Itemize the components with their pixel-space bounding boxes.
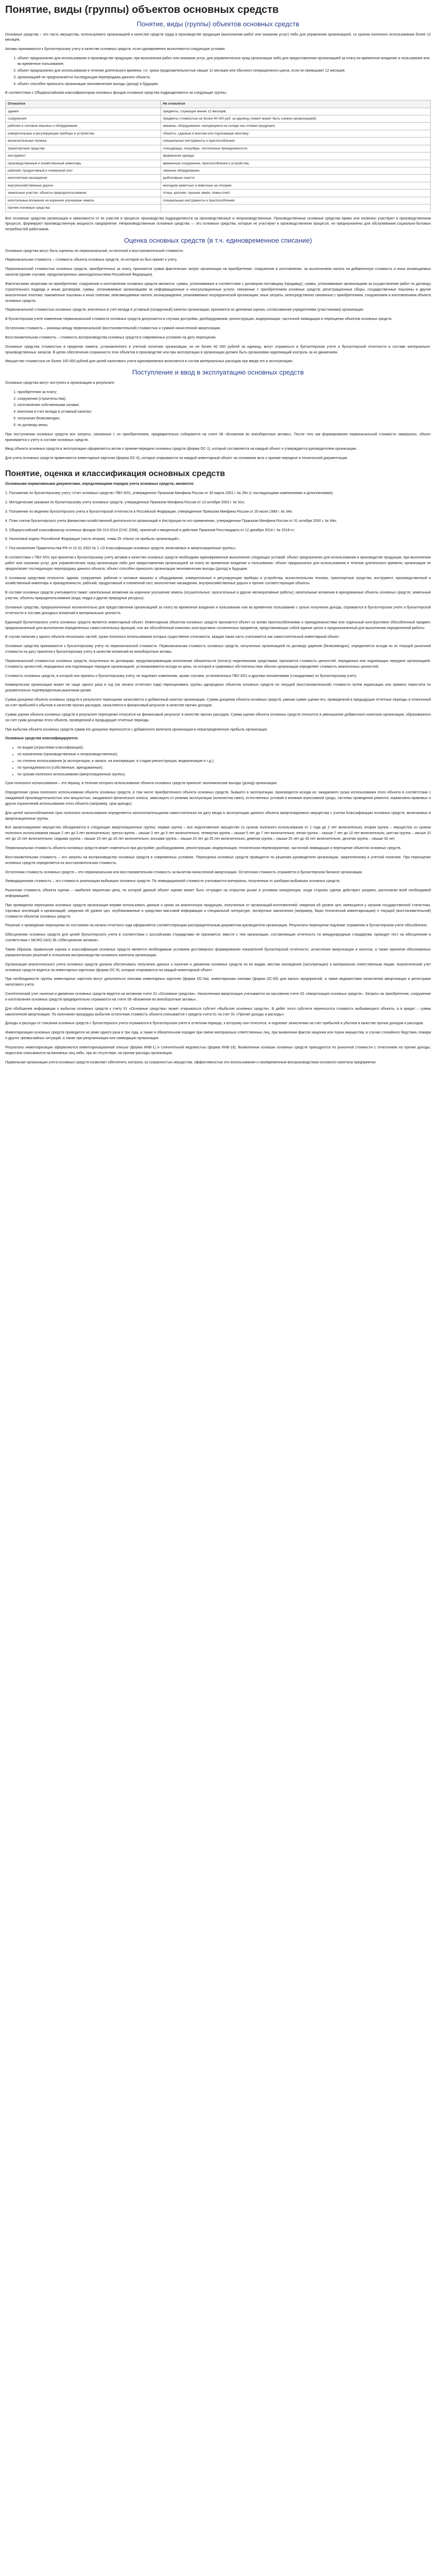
table-row: [6, 205, 431, 212]
table-cell: временные сооружения, приспособления и устройства;: [161, 160, 430, 167]
table-row: [6, 145, 431, 152]
table-cell: инструмент: [6, 152, 161, 160]
paragraph: Все амортизируемое имущество объединяется в следующие амортизационные группы: первая группа – все недолговечное имущество со сроком полезного использования от 1 года до 2 лет включительно; вторая группа – имущество со сроком полезного использования свыше 2 лет до 3 лет включительно; третья группа – свыше 3 лет до 5 лет включительно; четвертая группа – свыше 5 лет до 7 лет включительно; пятая группа – свыше 7 лет до 10 лет включительно; шестая группа – свыше 10 лет до 15 лет включительно; седьмая группа – свыше 15 лет до 20 лет включительно; восьмая группа – свыше 20 лет до 25 лет включительно; девятая группа – свыше 25 лет до 30 лет включительно; десятая группа – свыше 30 лет.: [5, 826, 431, 841]
paragraph: В соответствии с Общероссийским классификатором основных фондов основные средства подразделяются на следующие группы:: [5, 91, 227, 95]
table-row: [6, 167, 431, 174]
paragraph: Основными нормативными документами, определяющими порядок учета основных средств, являются:: [5, 482, 195, 486]
table-cell: специальные инструменты и приспособления.: [161, 197, 430, 204]
table-cell: машины, оборудование, находящиеся на складе как готовая продукция;: [161, 123, 430, 130]
paragraph: Активы принимаются к бухгалтерскому учету в качестве основных средств, если одновременно выполняются следующие условия:: [5, 47, 225, 52]
paragraph: Первоначальной стоимостью основных средств, полученных по договорам, предусматривающим исполнение обязательств (оплату) неденежными средствами, признается стоимость ценностей, переданных или подлежащих передаче организацией. Стоимость ценностей, переданных или подлежащих передаче организацией, устанавливается исходя из цены, по которой в сравнимых обстоятельствах обычно организация определяет стоимость аналогичных ценностей.: [5, 659, 431, 669]
table-cell: капитальные вложения на коренное улучшение земель: [6, 197, 161, 204]
classification-table: [5, 100, 431, 212]
paragraph: Срок полезного использования – это период, в течение которого использование объекта основных средств приносит экономические выгоды (доход) организации.: [5, 782, 278, 786]
table-cell: птица, кролики, пушные звери, семьи пчел;: [161, 190, 430, 197]
table-header: Относятся: [6, 100, 161, 108]
paragraph: Для обобщения информации о выбытии основных средств к счету 01 «Основные средства» может открываться субсчет «Выбытие основных средств». В дебет этого субсчета переносится стоимость выбывающего объекта, а в кредит – сумма накопленной амортизации. По окончании процедуры выбытия остаточная стоимость объекта списывается с кредита счета 01 на счет 91 «Прочие доходы и расходы».: [5, 1007, 431, 1016]
table-cell: [161, 205, 430, 212]
section-heading: Поступление и ввод в эксплуатацию основных средств: [132, 368, 304, 377]
table-cell: объекты, сданные в монтаж или подлежащие монтажу;: [161, 130, 430, 137]
paragraph: Для учета основных средств применяются инвентарные карточки (форма ОС-6), которые открываются на каждый инвентарный объект на основании акта о приеме-передаче и технической документации.: [5, 456, 348, 461]
paragraph: При проведении переоценки основных средств организация вправе использовать данные о ценах на аналогичную продукцию, полученные от организаций-изготовителей; сведения об уровне цен, имеющиеся у органов государственной статистики, торговых инспекций и организаций; сведения об уровне цен, опубликованные в средствах массовой информации и специальной литературе; экспертные заключения (например, бюро технической инвентаризации) о текущей (восстановительной) стоимости объектов основных средств.: [5, 903, 431, 919]
paragraph: Правильная организация учета основных средств позволяет обеспечить контроль за сохранностью имущества, эффективностью его использования и своевременным воспроизводством основного капитала предприятия.: [5, 1060, 377, 1064]
paragraph: Основные средства могут быть оценены по первоначальной, остаточной и восстановительной стоимости.: [5, 249, 184, 253]
table-cell: рабочий, продуктивный и племенной скот: [6, 167, 161, 174]
list-item: 6. по договору мены.: [18, 423, 431, 429]
paragraph: Основные средства – это часть имущества, используемого организацией в качестве средств труда в производстве продукции (выполнении работ или оказании услуг) либо для управления организацией, со сроком полезного использования более 12 месяцев.: [5, 32, 431, 42]
table-cell: внутрихозяйственные дороги: [6, 182, 161, 189]
paragraph: В бухгалтерском учете изменение первоначальной стоимости основных средств допускается в случаях достройки, дооборудования, реконструкции, модернизации, частичной ликвидации и переоценки объектов основных средств.: [5, 317, 393, 321]
table-row: [6, 190, 431, 197]
paragraph: Таким образом, правильная оценка и классификация основных средств является необходимым условием достоверного формирования показателей бухгалтерской отчетности, исчисления амортизации и налогов, а также принятия обоснованных управленческих решений в отношении воспроизводства основного капитала организации.: [5, 947, 431, 957]
paragraph: В случае наличия у одного объекта нескольких частей, сроки полезного использования которых существенно отличаются, каждая такая часть учитывается как самостоятельный инвентарный объект.: [5, 635, 340, 639]
paragraph: При необходимости группы инвентарных карточек могут дополняться описями инвентарных карточек (форма ОС-6а), инвентарными книгами (форма ОС-6б) для малых предприятий, а также ведомостями начисления амортизации и регистрами налогового учета.: [5, 977, 431, 987]
table-cell: сооружения: [6, 115, 161, 123]
table-row: [6, 108, 431, 115]
table-cell: транспортные средства: [6, 145, 161, 152]
paragraph: Единицей бухгалтерского учета основных средств является инвентарный объект. Инвентарным объектом основных средств признается объект со всеми приспособлениями и принадлежностями или отдельный конструктивно обособленный предмет, предназначенный для выполнения определенных самостоятельных функций, или же обособленный комплекс конструктивно сочлененных предметов, представляющих собой единое целое и предназначенный для выполнения определенной работы.: [5, 620, 431, 630]
paragraph: Основные средства стоимостью в пределах лимита, установленного в учетной политике организации, но не более 40 000 рублей за единицу, могут отражаться в бухгалтерском учете и бухгалтерской отчетности в составе материально-производственных запасов. В целях обеспечения сохранности этих объектов в производстве или при эксплуатации в организации должен быть организован надлежащий контроль за их движением.: [5, 345, 431, 354]
table-cell: форменная одежда;: [161, 152, 430, 160]
list-item: • по принадлежности (собственные, арендованные);: [18, 766, 431, 771]
table-cell: измерительные и регулирующие приборы и устройства: [6, 130, 161, 137]
paragraph: 1. Положение по бухгалтерскому учету «Учет основных средств» ПБУ 6/01, утвержденное Приказом Минфина России от 30 марта 2001 г. № 26н (с последующими изменениями и дополнениями);: [5, 492, 334, 496]
section-heading: Понятие, оценка и классификация основных средств: [5, 469, 225, 479]
table-row: [6, 138, 431, 145]
paragraph: Остаточная стоимость основных средств – это первоначальная или восстановительная стоимость за вычетом начисленной амортизации. Остаточная стоимость отражается в бухгалтерском балансе организации.: [5, 870, 363, 874]
paragraph: Все основные средства организации в зависимости от их участия в процессе производства подразделяются на производственные и непроизводственные. Производственные основные средства прямо или косвенно участвуют в производственном процессе, формируют производственную мощность предприятия. Непроизводственные основные средства — это основные средства, которые не участвуют в производственном процессе, но предназначены для обслуживания социально-бытовых потребностей работников.: [5, 216, 431, 232]
paragraph: 2. Методические указания по бухгалтерскому учету основных средств, утвержденные Приказом Минфина России от 13 октября 2003 г. № 91н;: [5, 501, 245, 505]
list-item: 4. внесения в счет вклада в уставный капитал;: [18, 410, 431, 415]
paragraph: В соответствии с ПБУ 6/01 при принятии к бухгалтерскому учету активов в качестве основных средств необходимо единовременное выполнение следующих условий: объект предназначен для использования в производстве продукции, при выполнении работ или оказании услуг, для управленческих нужд организации либо для предоставления организацией за плату во временное владение и пользование; объект предназначен для использования в течение длительного времени; организация не предполагает последующую перепродажу данного объекта; объект способен приносить организации экономические выгоды (доход) в будущем.: [5, 556, 431, 571]
paragraph: Стоимость основных средств, в которой они приняты к бухгалтерскому учету, не подлежит изменению, кроме случаев, установленных ПБУ 6/01 и другими положениями (стандартами) по бухгалтерскому учету.: [5, 674, 357, 678]
list-item: 3. организацией не предполагается последующая перепродажа данного объекта;: [18, 75, 431, 81]
table-cell: рабочие и силовые машины и оборудование: [6, 123, 161, 130]
paragraph: Первоначальной стоимостью основных средств, приобретенных за плату, признается сумма фактических затрат организации на приобретение, сооружение и изготовление, за исключением налога на добавленную стоимость и иных возмещаемых налогов (кроме случаев, предусмотренных законодательством Российской Федерации).: [5, 267, 431, 277]
paragraph: Основные средства, предназначенные исключительно для предоставления организацией за плату во временное владение и пользование или во временное пользование с целью получения дохода, отражаются в бухгалтерском учете и бухгалтерской отчетности в составе доходных вложений в материальные ценности.: [5, 606, 431, 615]
list-item: • по видам (отраслевая классификация);: [18, 745, 431, 751]
paragraph: Обесценение основных средств для целей бухгалтерского учета в соответствии с российскими стандартами не признается; вместе с тем организации, составляющие отчетность по международным стандартам, проводят тест на обесценение в соответствии с МСФО (IAS) 36 «Обесценение активов».: [5, 933, 431, 943]
paragraph: Доходы и расходы от списания основных средств с бухгалтерского учета отражаются в бухгалтерском учете в отчетном периоде, к которому они относятся, и подлежат зачислению на счет прибылей и убытков в качестве прочих доходов и расходов.: [5, 1022, 424, 1026]
paragraph: Сумма дооценки объекта основных средств в результате переоценки зачисляется в добавочный капитал организации. Сумма дооценки объекта основных средств, равная сумме уценки его, проведенной в предыдущие отчетные периоды и отнесенной на счет прибылей и убытков в качестве прочих расходов, зачисляется в финансовый результат в качестве прочих доходов.: [5, 698, 431, 707]
paragraph: Первоначальная стоимость объекта основных средств может изменяться при достройке, дооборудовании, реконструкции, модернизации, техническом перевооружении, частичной ликвидации и переоценке объектов основных средств.: [5, 846, 402, 851]
paragraph: При поступлении основных средств все затраты, связанные с их приобретением, предварительно собираются на счете 08 «Вложения во внеоборотные активы». После того как формирование первоначальной стоимости завершено, объект принимается к учету в составе основных средств.: [5, 432, 431, 442]
paragraph: Рыночная стоимость объекта оценки – наиболее вероятная цена, по которой данный объект оценки может быть отчужден на открытом рынке в условиях конкуренции, когда стороны сделки действуют разумно, располагая всей необходимой информацией.: [5, 889, 431, 899]
paragraph: Основные средства принимаются к бухгалтерскому учету по первоначальной стоимости. Первоначальная стоимость основных средств, полученных организацией по договору дарения (безвозмездно), определяется исходя из их текущей рыночной стоимости на дату принятия к бухгалтерскому учету в качестве вложений во внеоборотные активы.: [5, 645, 431, 654]
list-item: 4. объект способен приносить организации экономические выгоды (доход) в будущем.: [18, 82, 431, 88]
list-item: • по назначению (производственные и непроизводственные);: [18, 752, 431, 758]
table-cell: спецодежда, спецобувь, постельные принадлежности;: [161, 145, 430, 152]
table-cell: специальные инструменты и приспособления;: [161, 138, 430, 145]
paragraph: Восстановительная стоимость – это затраты на воспроизводство основных средств в современных условиях. Переоценка основных средств проводится по решению руководителя организации, закрепленному в учетной политике. При переоценке основных средств определяется их восстановительная стоимость.: [5, 855, 431, 865]
paragraph: Остаточная стоимость – разница между первоначальной (восстановительной) стоимостью и суммой начисленной амортизации.: [5, 327, 221, 331]
table-cell: предметы стоимостью не более 40 000 руб. за единицу (лимит может быть снижен организацией);: [161, 115, 430, 123]
list-item: • по срокам полезного использования (амортизационные группы).: [18, 772, 431, 778]
table-row: [6, 160, 431, 167]
paragraph: В составе основных средств учитываются также: капитальные вложения на коренное улучшение земель (осушительные, оросительные и другие мелиоративные работы); капитальные вложения в арендованные объекты основных средств; земельные участки, объекты природопользования (вода, недра и другие природные ресурсы).: [5, 591, 431, 601]
paragraph: Первоначальной стоимостью основных средств, внесенных в счет вклада в уставный (складочный) капитал организации, признается их денежная оценка, согласованная учредителями (участниками) организации.: [5, 308, 364, 312]
paragraph: Для целей налогообложения срок полезного использования определяется налогоплательщиком самостоятельно на дату ввода в эксплуатацию данного объекта амортизируемого имущества с учетом Классификации основных средств, включаемых в амортизационные группы.: [5, 811, 431, 821]
list-item: 3. изготовления собственными силами;: [18, 403, 431, 409]
paragraph: 3. Положение по ведению бухгалтерского учета и бухгалтерской отчетности в Российской Федерации, утвержденное Приказом Минфина России от 29 июля 1998 г. № 34н;: [5, 510, 293, 514]
paragraph: Восстановительная стоимость – стоимость воспроизводства основных средств в современных условиях на дату переоценки.: [5, 335, 217, 340]
table-cell: вычислительная техника: [6, 138, 161, 145]
paragraph: Синтетический учет наличия и движения основных средств ведется на активном счете 01 «Основные средства». Начисленная амортизация учитывается на пассивном счете 02 «Амортизация основных средств». Затраты на приобретение, сооружение и изготовление основных средств предварительно отражаются на счете 08 «Вложения во внеоборотные активы».: [5, 992, 431, 1002]
paragraph: Основные средства могут поступить в организацию в результате:: [5, 381, 115, 385]
table-row: [6, 152, 431, 160]
paragraph: 4. План счетов бухгалтерского учета финансово-хозяйственной деятельности организаций и Инструкция по его применению, утвержденные Приказом Минфина России от 31 октября 2000 г. № 94н;: [5, 519, 337, 523]
paragraph: 6. Налоговый кодекс Российской Федерации (часть вторая), глава 25 «Налог на прибыль организаций»;: [5, 537, 180, 541]
list-item: 1. приобретения за плату;: [18, 390, 431, 396]
paragraph: Решение о проведении переоценки по состоянию на начало отчетного года оформляется соответствующим распорядительным документом руководителя организации. Результаты переоценки подлежат отражению в бухгалтерском учете обособленно.: [5, 924, 428, 928]
table-cell: прочие основные средства: [6, 205, 161, 212]
table-cell: рыболовные снасти;: [161, 175, 430, 182]
table-row: [6, 115, 431, 123]
section-heading: Понятие, виды (группы) объектов основных средств: [136, 20, 300, 28]
table-row: [6, 197, 431, 204]
page-title: Понятие, виды (группы) объектов основных средств: [5, 4, 279, 15]
paragraph: 5. Общероссийский классификатор основных фондов ОК 013-2014 (СНС 2008), принятый и введенный в действие Приказом Росстандарта от 12 декабря 2014 г. № 2018-ст;: [5, 528, 295, 532]
list-item: • по степени использования (в эксплуатации, в запасе, на консервации, в стадии реконструкции, модернизации и т.д.);: [18, 759, 431, 765]
paragraph: Определение срока полезного использования объекта основных средств, в том числе приобретенного объекта основных средств, бывшего в эксплуатации, производится исходя из: ожидаемого срока использования этого объекта в соответствии с ожидаемой производительностью или мощностью; ожидаемого физического износа, зависящего от режима эксплуатации (количества смен), естественных условий и влияния агрессивной среды, системы проведения ремонта; нормативно-правовых и других ограничений использования этого объекта (например, срок аренды).: [5, 791, 431, 806]
table-cell: земельные участки, объекты природопользования: [6, 190, 161, 197]
paragraph: Первоначальная стоимость – стоимость объекта основных средств, по которой он был принят к учету.: [5, 258, 178, 262]
classification-list: [5, 745, 431, 777]
list-item: 2. сооружения (строительства);: [18, 397, 431, 402]
table-header: Не относятся: [161, 100, 430, 108]
paragraph: Коммерческая организация может не чаще одного раза в год (на начало отчетного года) переоценивать группы однородных объектов основных средств по текущей (восстановительной) стоимости путем индексации или прямого пересчета по документально подтвержденным рыночным ценам.: [5, 683, 431, 693]
article: [5, 0, 431, 1074]
table-row: [6, 123, 431, 130]
table-cell: предметы, служащие менее 12 месяцев;: [161, 108, 430, 115]
table-cell: производственный и хозяйственный инвентарь: [6, 160, 161, 167]
table-cell: молодняк животных и животные на откорме;: [161, 182, 430, 189]
paragraph: Основные средства классифицируются:: [5, 737, 79, 741]
list-item: 1. объект предназначен для использования в производстве продукции, при выполнении работ или оказании услуг, для управленческих нужд организации либо для предоставления организацией за плату во временное владение и пользование или во временное пользование;: [18, 56, 431, 67]
list-item: 5. получения безвозмездно;: [18, 416, 431, 422]
paragraph: Ликвидационная стоимость – это стоимость реализации выбывших основных средств. По ликвидационной стоимости учитываются материалы, полученные от разборки выбывших основных средств.: [5, 879, 341, 884]
paragraph: Результаты инвентаризации оформляются инвентаризационной описью (форма ИНВ-1) и сличительной ведомостью (форма ИНВ-18). Выявленные излишки основных средств приходуются по рыночной стоимости с отнесением на прочие доходы; недостачи списываются на виновных лиц либо, при их отсутствии, на прочие расходы организации.: [5, 1045, 431, 1055]
table-cell: здания: [6, 108, 161, 115]
section-heading: Оценка основных средств (в т.ч. единовременное списание): [124, 236, 312, 245]
paragraph: Сумма уценки объекта основных средств в результате переоценки относится на финансовый результат в качестве прочих расходов. Сумма уценки объекта основных средств относится в уменьшение добавочного капитала организации, образованного за счет сумм дооценки этого объекта, проведенной в предыдущие отчетные периоды.: [5, 713, 431, 722]
paragraph: Фактическими затратами на приобретение, сооружение и изготовление основных средств являются: суммы, уплачиваемые в соответствии с договором поставщику (продавцу); суммы, уплачиваемые организациям за осуществление работ по договору строительного подряда и иным договорам; суммы, уплачиваемые организациям за информационные и консультационные услуги, связанные с приобретением основных средств; регистрационные сборы, государственные пошлины и другие аналогичные платежи; таможенные пошлины и иные платежи; невозмещаемые налоги; вознаграждения, уплачиваемые посреднической организации; иные затраты, непосредственно связанные с приобретением, сооружением и изготовлением объекта основных средств.: [5, 282, 431, 303]
table-row: [6, 175, 431, 182]
paragraph: 7. Постановление Правительства РФ от 01.01.2002 № 1 «О Классификации основных средств, включаемых в амортизационные группы».: [5, 547, 237, 551]
paragraph: Ввод объекта основных средств в эксплуатацию оформляется актом о приеме-передаче основных средств (форма ОС-1), который составляется на каждый объект и утверждается руководителем организации.: [5, 447, 357, 451]
conditions-list: [5, 56, 431, 87]
paragraph: К основным средствам относятся: здания, сооружения, рабочие и силовые машины и оборудование, измерительные и регулирующие приборы и устройства, вычислительная техника, транспортные средства, инструмент, производственный и хозяйственный инвентарь и принадлежности, рабочий, продуктивный и племенной скот, многолетние насаждения, внутрихозяйственные дороги и прочие соответствующие объекты.: [5, 576, 431, 586]
paragraph: Организация аналитического учета основных средств должна обеспечивать получение данных о наличии и движении основных средств по их видам, местам нахождения (эксплуатации) и материально ответственным лицам. Аналитический учет основных средств ведется на инвентарных карточках (форма ОС-6), которые открываются на каждый инвентарный объект.: [5, 962, 431, 972]
list-item: 2. объект предназначен для использования в течение длительного времени, т.е. срока продолжительностью свыше 12 месяцев или обычного операционного цикла, если он превышает 12 месяцев;: [18, 69, 431, 74]
table-row: [6, 182, 431, 189]
paragraph: При выбытии объекта основных средств сумма его дооценки переносится с добавочного капитала организации в нераспределенную прибыль организации.: [5, 727, 268, 732]
sources-list: [5, 390, 431, 429]
table-cell: сменное оборудование;: [161, 167, 430, 174]
paragraph: Имущество стоимостью не более 100 000 рублей для целей налогового учета единовременно включается в состав материальных расходов при вводе его в эксплуатацию.: [5, 360, 293, 364]
table-cell: многолетние насаждения: [6, 175, 161, 182]
paragraph: Инвентаризация основных средств проводится не реже одного раза в три года, а также в обязательном порядке при смене материально ответственных лиц, при выявлении фактов хищения или порчи имущества, в случае стихийного бедствия, пожара и других чрезвычайных ситуаций, а также при реорганизации или ликвидации организации.: [5, 1031, 431, 1041]
table-row: [6, 130, 431, 137]
